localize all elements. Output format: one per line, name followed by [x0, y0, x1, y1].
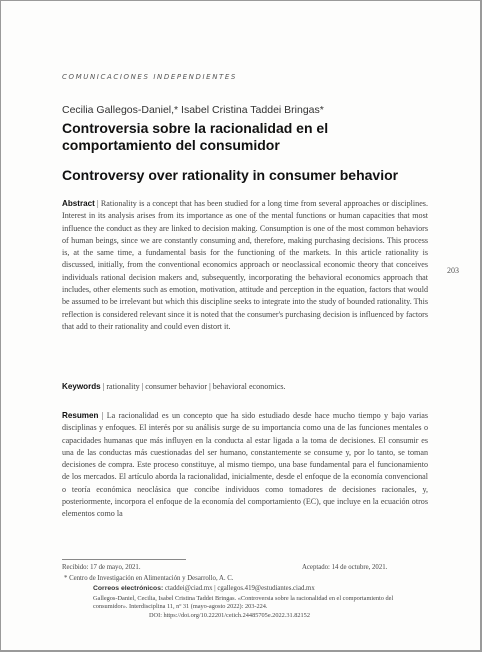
keywords-line — [62, 381, 428, 393]
footnote-divider — [62, 559, 186, 560]
resumen-paragraph — [62, 410, 428, 521]
citation-line-1: Gallegos-Daniel, Cecilia, Isabel Cristina Taddei Bringas. «Controversia sobre la racionalidad en el comportamiento del — [93, 595, 394, 602]
affiliation-note: * Centro de Investigación en Alimentación y Desarrollo, A. C. — [64, 575, 234, 582]
page-number: 203 — [447, 266, 459, 275]
emails-label: Correos electrónicos: — [93, 585, 164, 592]
section-label: COMUNICACIONES INDEPENDIENTES — [62, 73, 237, 81]
emails-line — [93, 585, 315, 594]
resumen-label: Resumen — [62, 411, 99, 420]
received-date: Recibido: 17 de mayo, 2021. — [62, 564, 141, 571]
title-english: Controversy over rationality in consumer behavior — [62, 167, 399, 183]
doi-link[interactable]: DOI: https://doi.org/10.22201/ceiich.24485705e.2022.31.82152 — [149, 612, 310, 619]
emails-value: ctaddei@ciad.mx | cgallegos.419@estudiantes.ciad.mx — [164, 585, 315, 592]
keywords-text: | rationality | consumer behavior | behavioral economics. — [102, 382, 286, 391]
keywords-label: Keywords — [62, 382, 101, 391]
abstract-text: | Rationality is a concept that has been studied for a long time from several approaches or disciplines. Interest in its analysis arises from its importance as one of the mental functions or human capacities that most influence the conduct as they are linked to decision making. Consumption is one of the most common behaviors of human beings, since we are constantly consuming and, therefore, making purchasing decisions. This process is, at the same time, a fundamental basis for the functioning of the markets. In this article rationality is discussed, initially, from the conventional economics approach or neoclassical economic theory that conceives individuals rational decision makers and, subsequently, incorporating the behavioral economics approach that includes, other elements such as emotion, motivation, attitude and perception in the equation, factors that would be assumed to be irrelevant but which this discipline seeks to integrate into the study of bounded rationality. This reflection is considered relevant since it is noted that the consumer's purchasing decision is influenced by factors that add to their rationality and could even distort it. — [62, 199, 428, 331]
abstract-label: Abstract — [62, 199, 95, 208]
resumen-text: | La racionalidad es un concepto que ha sido estudiado desde hace mucho tiempo y bajo varias disciplinas y enfoques. El interés por su análisis surge de su importancia como una de las funciones mentales o capacidades humanas que más influyen en la conducta al estar ligada a la toma de decisiones. El consumir es una de las conductas más cuestionadas del ser humano, constantemente se consume y, por lo tanto, se toman decisiones de compra. Este proceso constituye, al mismo tiempo, una base fundamental para el funcionamiento de los mercados. El artículo aborda la racionalidad, inicialmente, desde el enfoque de la economía convencional o teoría económica neoclásica que concibe individuos como tomadores de decisiones racionales, y, posteriormente, incorpora el enfoque de la economía del comportamiento (EC), que incluye en la ecuación otros elementos como la — [62, 411, 428, 519]
abstract-paragraph — [62, 198, 428, 333]
citation-line-2: consumidor». Interdisciplina 11, nº 31 (mayo-agosto 2022): 203-224. — [93, 603, 268, 610]
journal-page — [1, 1, 480, 650]
title-spanish: Controversia sobre la racionalidad en el comportamiento del consumidor — [62, 120, 329, 153]
accepted-date: Aceptado: 14 de octubre, 2021. — [302, 564, 388, 571]
article-authors: Cecilia Gallegos-Daniel,* Isabel Cristina Taddei Bringas* — [62, 104, 324, 116]
